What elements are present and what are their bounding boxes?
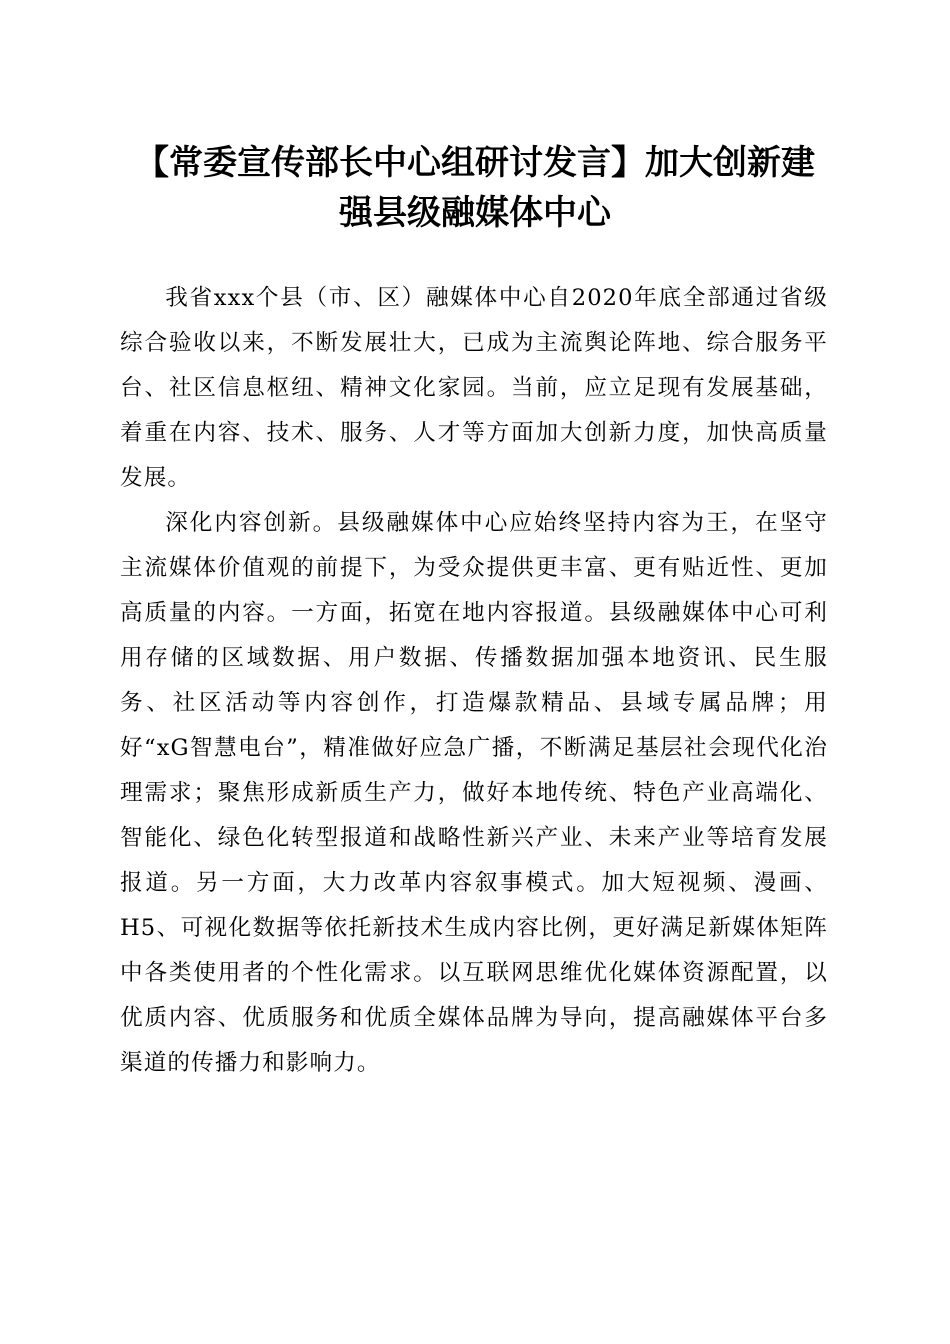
paragraph-intro: 我省xxx个县（市、区）融媒体中心自2020年底全部通过省级综合验收以来，不断发展壮大，已成为主流舆论阵地、综合服务平台、社区信息枢纽、精神文化家园。当前，应立足现有发展基础，着重在内容、技术、服务、人才等方面加大创新力度，加快高质量发展。 [120,285,828,491]
document-body [120,276,828,1086]
title-line-1: 【常委宣传部长中心组研讨发言】加大创新建 [135,143,815,183]
paragraph-content-innovation: 深化内容创新。县级融媒体中心应始终坚持内容为王，在坚守主流媒体价值观的前提下，为受众提供更丰富、更有贴近性、更加高质量的内容。一方面，拓宽在地内容报道。县级融媒体中心可利用存储的区域数据、用户数据、传播数据加强本地资讯、民生服务、社区活动等内容创作，打造爆款精品、县域专属品牌；用好“xG智慧电台”，精准做好应急广播，不断满足基层社会现代化治理需求；聚焦形成新质生产力，做好本地传统、特色产业高端化、智能化、绿色化转型报道和战略性新兴产业、未来产业等培育发展报道。另一方面，大力改革内容叙事模式。加大短视频、漫画、H5、可视化数据等依托新技术生成内容比例，更好满足新媒体矩阵中各类使用者的个性化需求。以互联网思维优化媒体资源配置，以优质内容、优质服务和优质全媒体品牌为导向，提高融媒体平台多渠道的传播力和影响力。 [120,510,828,1076]
title-line-2: 强县级融媒体中心 [339,193,611,233]
document-title [110,138,840,238]
